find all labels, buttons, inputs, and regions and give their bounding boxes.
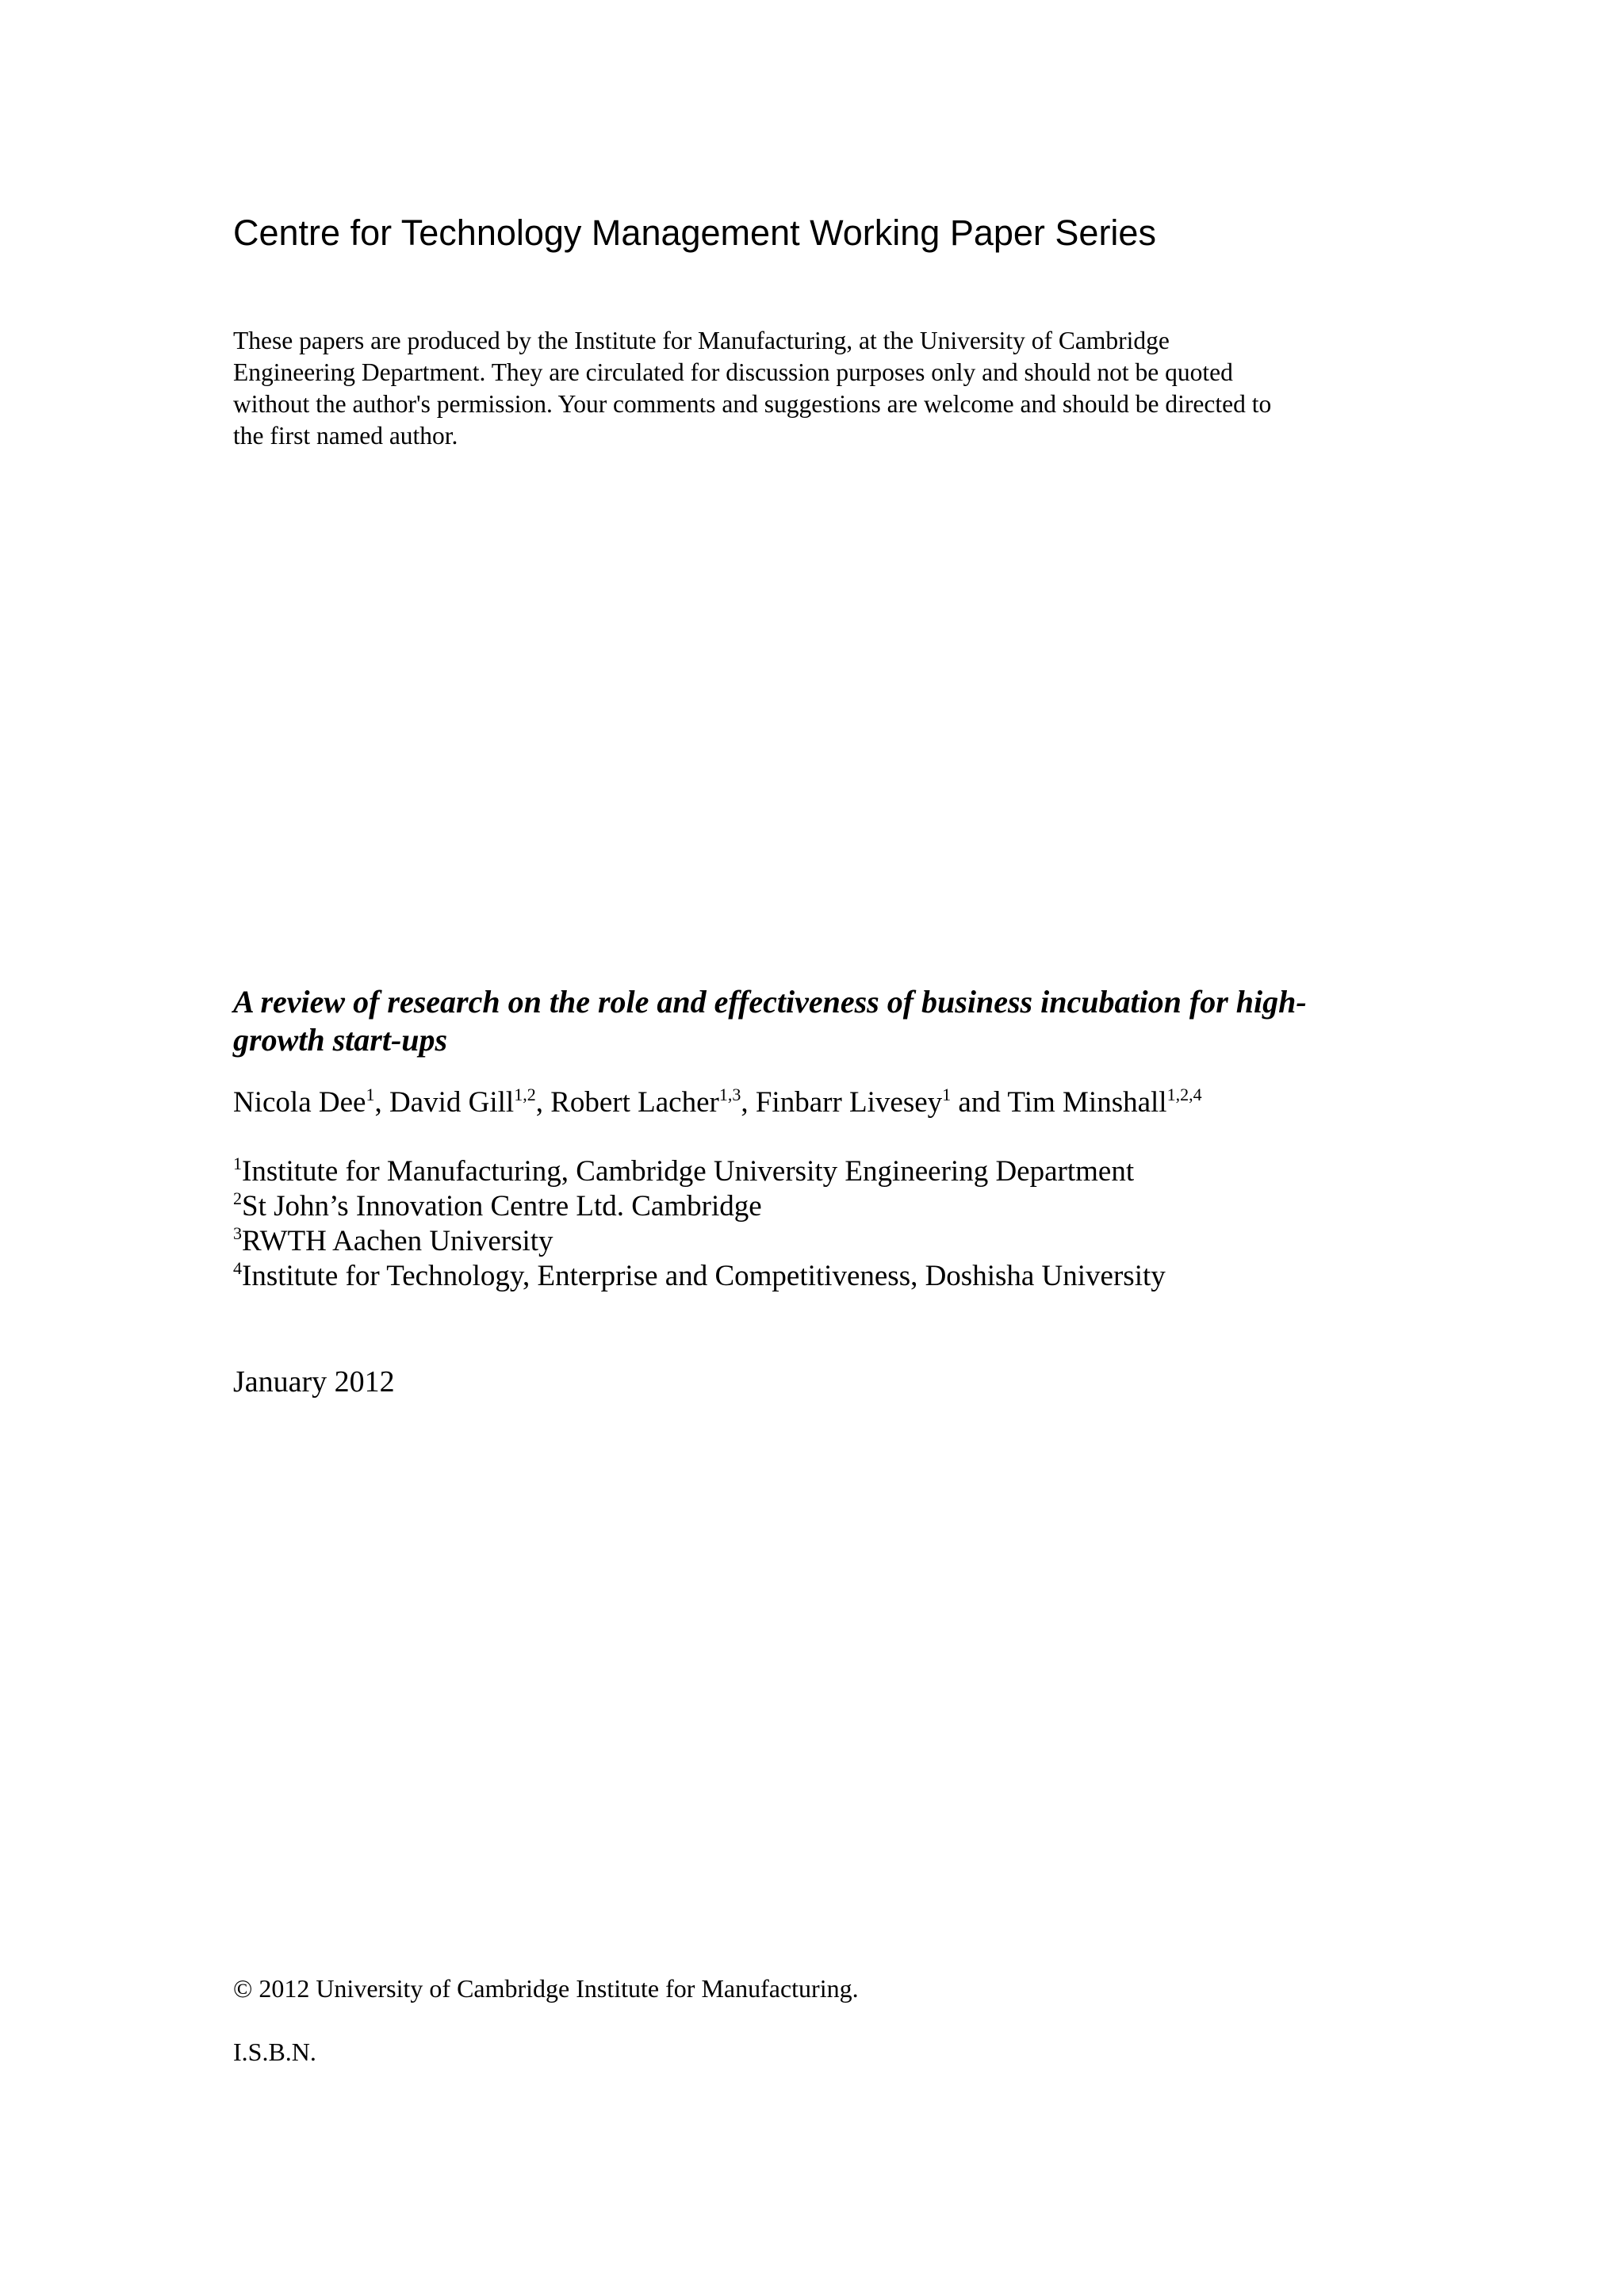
author-separator: , <box>535 1086 551 1119</box>
affiliation-item <box>233 1189 1166 1224</box>
intro-line: the first named author. <box>233 422 458 450</box>
publication-date: January 2012 <box>233 1365 395 1399</box>
paper-title-line: growth start-ups <box>233 1022 448 1058</box>
affiliation-item <box>233 1259 1166 1294</box>
author-name: Robert Lacher <box>550 1086 719 1119</box>
affiliation-item <box>233 1154 1166 1189</box>
author-affiliation-marker: 1,3 <box>718 1085 741 1104</box>
affiliation-text: Institute for Technology, Enterprise and Competitiveness, Doshisha University <box>242 1260 1166 1292</box>
affiliation-item <box>233 1224 1166 1259</box>
affiliation-text: St John’s Innovation Centre Ltd. Cambridge <box>242 1190 762 1223</box>
author-name: Nicola Dee <box>233 1086 366 1119</box>
author-affiliation-marker: 1,2,4 <box>1166 1085 1202 1104</box>
author-separator: and <box>951 1086 1008 1119</box>
affiliation-list <box>233 1154 1166 1294</box>
series-title: Centre for Technology Management Working Paper Series <box>233 212 1156 253</box>
affiliation-number: 1 <box>233 1154 242 1173</box>
intro-paragraph <box>233 325 1399 452</box>
paper-title <box>233 983 1407 1059</box>
author-affiliation-marker: 1 <box>942 1085 952 1104</box>
copyright-notice: © 2012 University of Cambridge Institute for Manufacturing. <box>233 1974 859 2003</box>
affiliation-text: Institute for Manufacturing, Cambridge University Engineering Department <box>242 1155 1135 1188</box>
intro-line: without the author's permission. Your comments and suggestions are welcome and should be directed to <box>233 390 1272 418</box>
author-separator: , <box>741 1086 756 1119</box>
affiliation-number: 3 <box>233 1223 242 1243</box>
affiliation-number: 4 <box>233 1258 242 1278</box>
author-affiliation-marker: 1,2 <box>514 1085 536 1104</box>
author-affiliation-marker: 1 <box>366 1085 375 1104</box>
affiliation-number: 2 <box>233 1188 242 1208</box>
author-name: David Gill <box>389 1086 515 1119</box>
author-name: Tim Minshall <box>1007 1086 1167 1119</box>
author-separator: , <box>374 1086 389 1119</box>
intro-line: Engineering Department. They are circulated for discussion purposes only and should not be quoted <box>233 358 1233 386</box>
intro-line: These papers are produced by the Institute for Manufacturing, at the University of Cambridge <box>233 327 1170 354</box>
author-name: Finbarr Livesey <box>755 1086 943 1119</box>
paper-title-line: A review of research on the role and effectiveness of business incubation for high- <box>233 984 1307 1020</box>
isbn-label: I.S.B.N. <box>233 2038 316 2066</box>
author-list <box>233 1083 1202 1123</box>
affiliation-text: RWTH Aachen University <box>242 1225 553 1257</box>
